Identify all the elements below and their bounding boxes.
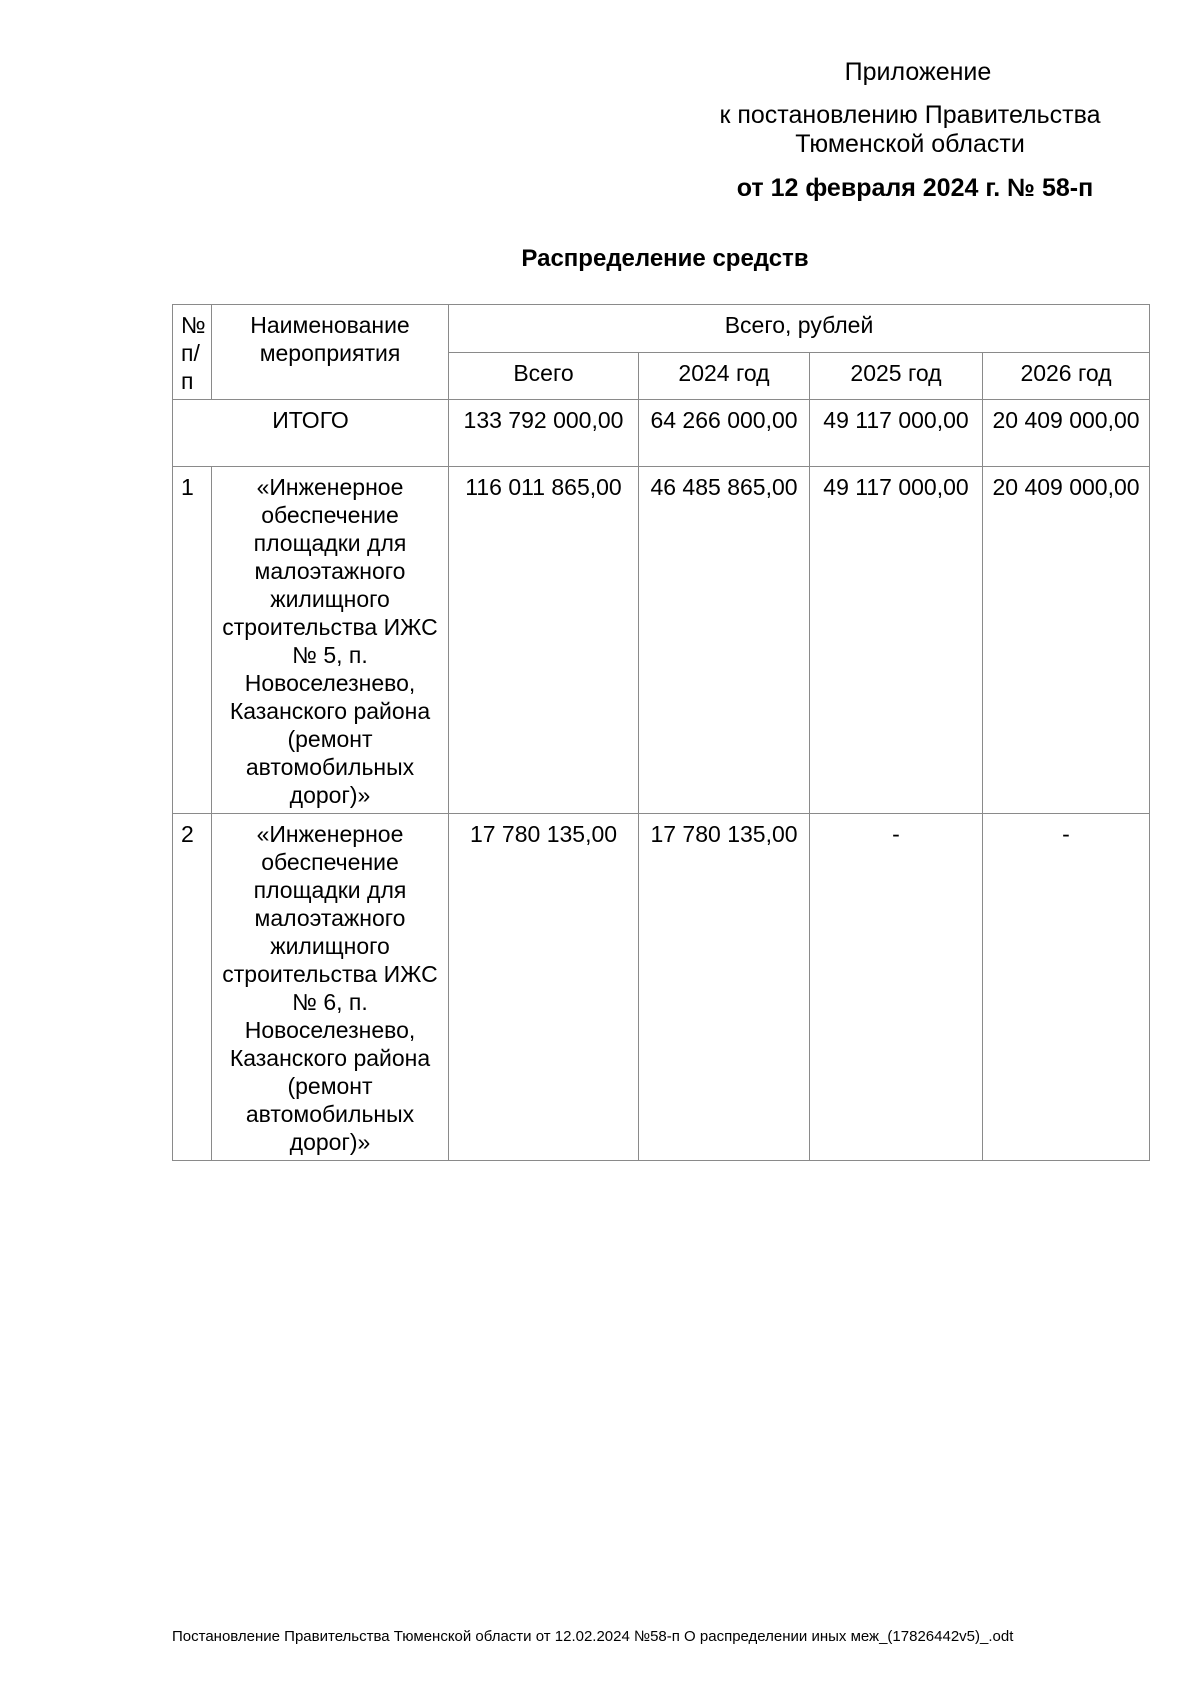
appendix-reference — [590, 101, 1200, 159]
row-2026: 20 409 000,00 — [983, 467, 1150, 814]
document-title: Распределение средств — [521, 245, 809, 272]
header-2024: 2024 год — [639, 352, 810, 400]
total-sum: 133 792 000,00 — [449, 400, 639, 467]
row-2024: 46 485 865,00 — [639, 467, 810, 814]
header-total-group: Всего, рублей — [449, 305, 1150, 353]
table-header-row — [173, 305, 1150, 353]
appendix-date-line: от 12 февраля 2024 г. № 58-п — [736, 174, 1094, 202]
row-2025: - — [810, 814, 983, 1161]
header-2026: 2026 год — [983, 352, 1150, 400]
header-name: Наименование мероприятия — [212, 305, 449, 400]
row-2026: - — [983, 814, 1150, 1161]
header-num: № п/ п — [173, 305, 212, 400]
total-2025: 49 117 000,00 — [810, 400, 983, 467]
appendix-reference-line2: Тюменской области — [795, 130, 1025, 158]
total-2026: 20 409 000,00 — [983, 400, 1150, 467]
row-name: «Инженерное обеспечение площадки для малоэтажного жилищного строительства ИЖС № 5, п. Новоселезнево, Казанского района (ремонт автомобильных дорог)» — [212, 467, 449, 814]
table-row — [173, 467, 1150, 814]
row-2024: 17 780 135,00 — [639, 814, 810, 1161]
row-2025: 49 117 000,00 — [810, 467, 983, 814]
row-name: «Инженерное обеспечение площадки для малоэтажного жилищного строительства ИЖС № 6, п. Новоселезнево, Казанского района (ремонт автомобильных дорог)» — [212, 814, 449, 1161]
row-total: 17 780 135,00 — [449, 814, 639, 1161]
total-2024: 64 266 000,00 — [639, 400, 810, 467]
total-label: ИТОГО — [173, 400, 449, 467]
table-row — [173, 814, 1150, 1161]
appendix-reference-line1: к постановлению Правительства — [719, 101, 1101, 129]
funds-distribution-table — [172, 304, 1150, 1161]
appendix-title: Приложение — [844, 58, 992, 86]
header-2025: 2025 год — [810, 352, 983, 400]
row-total: 116 011 865,00 — [449, 467, 639, 814]
total-row — [173, 400, 1150, 467]
row-num: 2 — [173, 814, 212, 1161]
header-total: Всего — [449, 352, 639, 400]
document-footer: Постановление Правительства Тюменской области от 12.02.2024 №58-п О распределении иных меж_(17826442v5)_.odt — [172, 1628, 1014, 1645]
row-num: 1 — [173, 467, 212, 814]
